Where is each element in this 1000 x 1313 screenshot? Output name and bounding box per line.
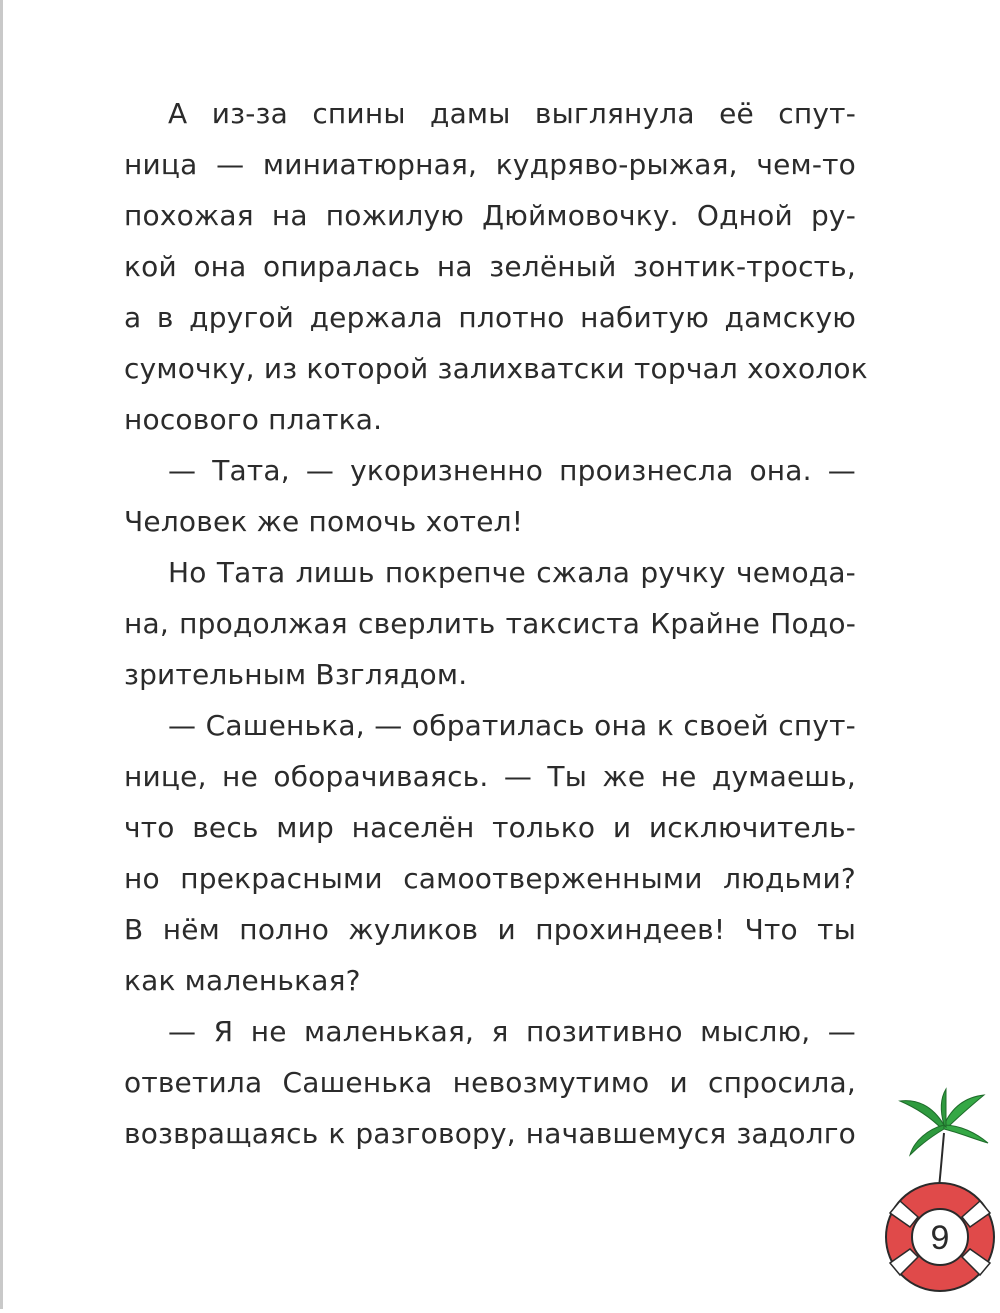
text-line: возвращаясь к разговору, начавшемуся задолго bbox=[124, 1117, 856, 1150]
book-text bbox=[124, 88, 868, 1159]
text-line: ответила Сашенька невозмутимо и спросила, bbox=[124, 1066, 856, 1099]
text-line: — Сашенька, — обратилась она к своей спут- bbox=[168, 709, 856, 742]
text-line: на, продолжая сверлить таксиста Крайне Подо- bbox=[124, 607, 856, 640]
text-line: что весь мир населён только и исключитель- bbox=[124, 811, 856, 844]
text-line: сумочку, из которой залихватски торчал хохолок bbox=[124, 352, 868, 385]
lifebuoy-icon bbox=[886, 1183, 994, 1291]
palm-tree-icon bbox=[880, 1085, 1000, 1309]
text-line: — Я не маленькая, я позитивно мыслю, — bbox=[168, 1015, 856, 1048]
text-line: носового платка. bbox=[124, 403, 383, 436]
text-line: как маленькая? bbox=[124, 964, 361, 997]
text-line: — Тата, — укоризненно произнесла она. — bbox=[168, 454, 856, 487]
page-number: 9 bbox=[930, 1219, 950, 1257]
text-line: зрительным Взглядом. bbox=[124, 658, 468, 691]
text-line: Но Тата лишь покрепче сжала ручку чемода- bbox=[168, 556, 856, 589]
page-edge bbox=[0, 0, 3, 1309]
text-line: нице, не оборачиваясь. — Ты же не думаешь, bbox=[124, 760, 856, 793]
text-line: А из-за спины дамы выглянула её спут- bbox=[168, 97, 856, 130]
text-line: но прекрасными самоотверженными людьми? bbox=[124, 862, 856, 895]
text-line: ница — миниатюрная, кудряво-рыжая, чем-то bbox=[124, 148, 856, 181]
text-line: кой она опиралась на зелёный зонтик-трость, bbox=[124, 250, 856, 283]
palm-lifebuoy-illustration bbox=[880, 1085, 1000, 1309]
text-line: Человек же помочь хотел! bbox=[124, 505, 524, 538]
text-line: В нём полно жуликов и прохиндеев! Что ты bbox=[124, 913, 856, 946]
text-line: похожая на пожилую Дюймовочку. Одной ру- bbox=[124, 199, 856, 232]
text-line: а в другой держала плотно набитую дамскую bbox=[124, 301, 856, 334]
